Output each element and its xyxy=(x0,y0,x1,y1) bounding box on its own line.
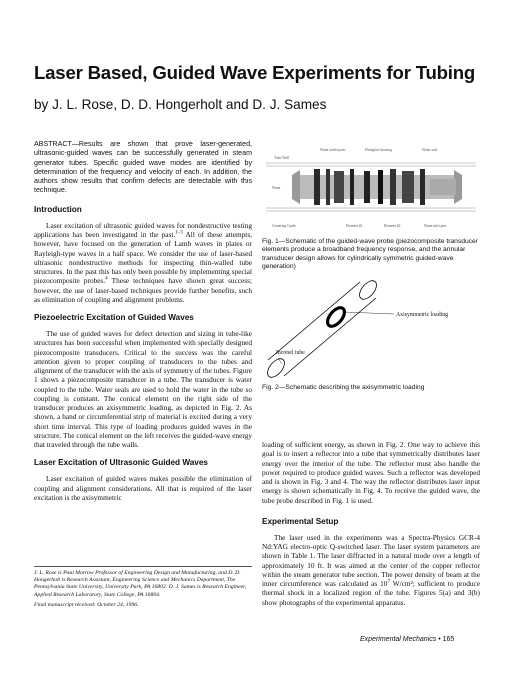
tube-outline-bottom xyxy=(284,298,376,376)
setup-text-a: The laser used in the experiments was a Spectra-Physics GCR-4 Nd:YAG electro-optic Q-switched laser. The laser system parameters are shown in Table 1. The laser diffracted in a natural mode over a length of approximately 10 ft. It was aimed at the center of the copper reflector within the steam generator tube section. The power density of beam at the inner circumference was calculated as 10 xyxy=(262,532,480,588)
setup-paragraph xyxy=(262,533,480,607)
figure-2-caption: Fig. 2—Schematic describing the axisymmetric loading xyxy=(262,384,425,391)
centering-guide-left xyxy=(292,170,300,204)
label-water: Water xyxy=(272,186,281,190)
footnote-received: Final manuscript received: October 24, 1996. xyxy=(34,601,139,608)
intro-ref-1: 1–3 xyxy=(175,230,183,236)
article-title: Laser Based, Guided Wave Experiments for Tubing xyxy=(34,62,476,83)
label-axisymmetric-loading: Axisymmetric loading xyxy=(396,312,449,318)
journal-name: Experimental Mechanics xyxy=(360,636,437,643)
laser-paragraph: Laser excitation of guided waves makes possible the elimination of coupling and alignment considerations. All that is required of the laser excitation is the axisymmetric xyxy=(34,474,252,502)
label-inconel-tube: Inconel tube xyxy=(276,350,305,356)
page-number: 165 xyxy=(442,636,455,643)
abstract: ABSTRACT—Results are shown that prove laser-generated, ultrasonic-guided waves can be successfully generated in steam generator tubes. Specific guided wave modes are identified by determination of the frequency and velocity of each. In addition, the authors show results that confirm defects are detectable with this technique. xyxy=(34,140,252,195)
tube-outline-top xyxy=(268,282,360,360)
loading-band xyxy=(324,305,347,330)
heading-laser: Laser Excitation of Ultrasonic Guided Waves xyxy=(34,458,208,468)
page-footer xyxy=(360,636,454,643)
heading-piezo: Piezoelectric Excitation of Guided Waves xyxy=(34,313,194,323)
label-plexiglass: Plexiglass housing xyxy=(365,148,392,152)
tube-end-near xyxy=(264,356,287,381)
tube-loading-schematic xyxy=(262,272,480,382)
figure-1 xyxy=(262,145,480,235)
right-column xyxy=(262,440,480,607)
right-continuation: loading of sufficient energy, as shown in Fig. 2. One way to achieve this goal is to insert a reflector into a tube that symmetrically distributes laser energy over the interior of the tube. The reflector must also handle the power required to produce guided waves. Such a reflector was developed and is shown in Fig. 3 and 4. The way the reflector distributes laser input energy is shown schematically in Fig. 4. To receive the guided wave, the tube probe described in Fig. 1 is used. xyxy=(262,440,480,505)
intro-ref-2: 4 xyxy=(105,276,108,282)
element-1-block xyxy=(334,171,344,203)
heading-setup: Experimental Setup xyxy=(262,516,339,526)
probe-schematic xyxy=(262,145,480,235)
intro-text-c: These techniques have shown great success; however, the use of laser-based techniques provide further benefits, such as elimination of coupling and alignment problems. xyxy=(34,276,253,304)
footer-bullet: • xyxy=(438,636,441,643)
label-element-1: Element #1 xyxy=(346,224,363,228)
left-column xyxy=(34,140,252,502)
seal-right xyxy=(420,169,425,205)
setup-text-b: W/cm²; sufficient to produce thermal shock in a localized region of the tube. Figures 5(a) and 3(b) show photographs of the experimental apparatus. xyxy=(262,579,480,607)
label-centering: Centering Guide xyxy=(272,224,296,228)
figure-2 xyxy=(262,272,480,382)
article-authors: by J. L. Rose, D. D. Hongerholt and D. J. Sames xyxy=(34,97,327,112)
intro-paragraph xyxy=(34,221,252,304)
setup-exponent: 7 xyxy=(387,579,390,585)
intro-text-b: All of these attempts, however, have focused on the generation of Lamb waves in plates or Rayleigh-type waves in a half space. We consider the use of laser-based ultrasonic nondestructive methods for inspecting thin-walled tube structures. In the past this has only been possible by implementing special piezocomposite probes. xyxy=(34,230,252,286)
intro-text-a: Laser excitation of ultrasonic guided waves for nondestructive testing applications has been investigated in the past. xyxy=(34,220,252,240)
label-water-seal: Water seal xyxy=(422,148,437,152)
label-water-outlet: Water outlet ports xyxy=(320,148,346,152)
heading-introduction: Introduction xyxy=(34,204,82,214)
figure-1-caption: Fig. 1—Schematic of the guided-wave probe (piezocomposite transducer elements produce a broadband frequency response, and the annular transducer design allows for cylindrically symmetric guided-wave generation) xyxy=(262,238,478,271)
label-water-inlet: Water inlet port xyxy=(424,224,447,228)
piezo-paragraph: The use of guided waves for defect detection and sizing in tube-like structures has been successful when implemented with specially designed piezocomposite transducers. Critical to the success was the careful attention given to proper coupling of transducers to the tubes and alignment of the transducer with the axis of symmetry of the tubes. Figure 1 shows a piezocomposite transducer in a tube. The transducer is water coupled to the tube. Water seals are used to hold the water in the tube so coupling is constant. The conical element on the right side of the transducer produces an axisymmetric loading, as depicted in Fig. 2. As shown, a band or circumferential strip of material is excited during a very short time interval. This type of loading produces guided waves in the structure. The conical element on the left receives the guided-wave energy that traveled through the tube walls. xyxy=(34,329,252,450)
tube-end-far xyxy=(356,278,379,303)
element-2-block xyxy=(378,170,383,204)
label-element-2: Element #2 xyxy=(384,224,401,228)
label-tube-wall: Tube Wall xyxy=(274,156,289,160)
footnote-block xyxy=(34,566,252,612)
seal-left xyxy=(314,169,320,205)
footnote-affiliation: J. L. Rose is Paul Morrow Professor of Engineering Design and Manufacturing, and D. D. Hongerholt is Research Assistant, Engineering Science and Mechanics Department, The Pennsylvania State University, University Park, PA 16802. D. J. Sames is Research Engineer, Applied Research Laboratory, State College, PA 16804. xyxy=(34,570,247,598)
